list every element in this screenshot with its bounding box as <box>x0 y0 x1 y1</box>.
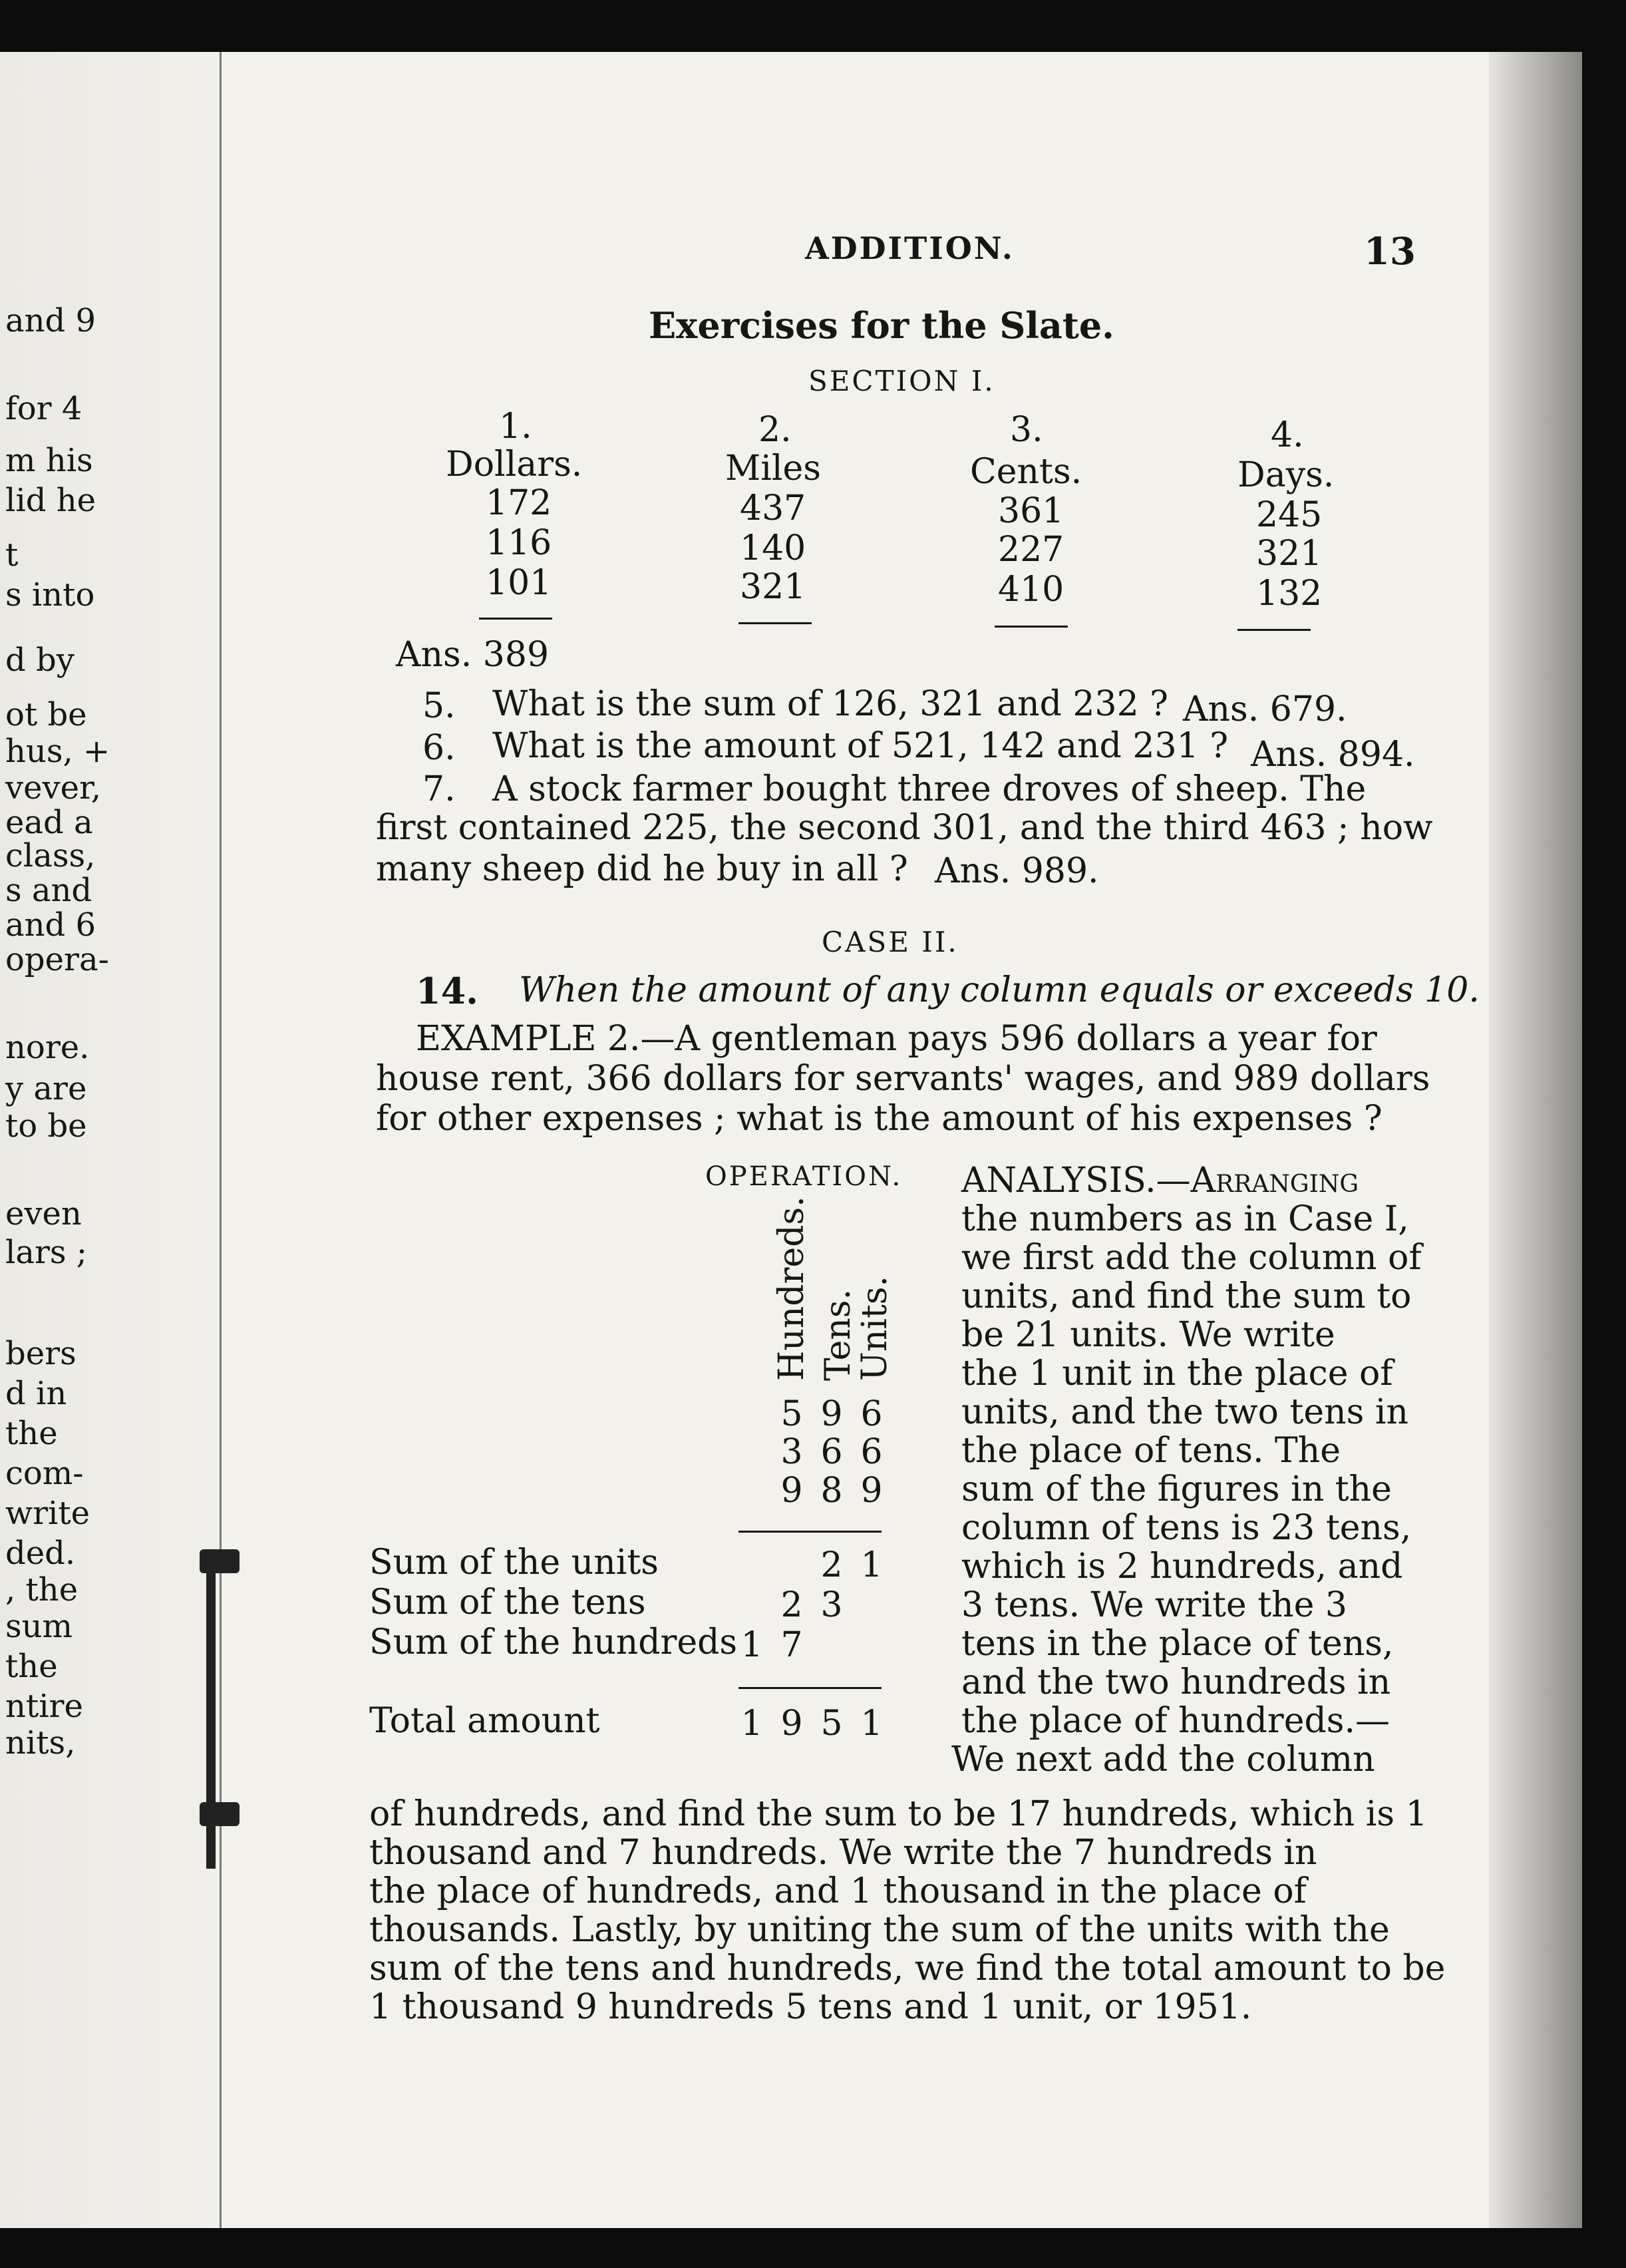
cell: 140 <box>740 528 806 568</box>
margin-fragment: d by <box>5 642 75 679</box>
analysis-line: which is 2 hundreds, and <box>961 1547 1403 1587</box>
cell: 132 <box>1256 574 1323 614</box>
col-label: Days. <box>1237 455 1335 495</box>
rule-text: When the amount of any column equals or exceeds 10. <box>519 970 1480 1010</box>
binding-clip <box>200 1549 240 1573</box>
sum-rule <box>1237 629 1311 631</box>
closing-line: the place of hundreds, and 1 thousand in the place of <box>369 1871 1307 1911</box>
margin-fragment: y are <box>5 1070 87 1107</box>
digit: 9 <box>820 1394 843 1434</box>
margin-fragment: the <box>5 1648 58 1685</box>
header-units: Units. <box>855 1275 895 1381</box>
answer-1: Ans. 389 <box>396 635 550 675</box>
closing-line: of hundreds, and find the sum to be 17 hundreds, which is 1 <box>369 1794 1428 1834</box>
margin-fragment: write <box>5 1495 90 1532</box>
margin-fragment: hus, + <box>5 733 110 770</box>
margin-fragment: com- <box>5 1455 84 1492</box>
analysis-line: ANALYSIS.—Arranging <box>961 1161 1359 1201</box>
total-rule <box>738 1687 882 1689</box>
margin-fragment: even <box>5 1195 82 1232</box>
example-line: EXAMPLE 2.—A gentleman pays 596 dollars a year for <box>416 1019 1377 1059</box>
problem-7-line: A stock farmer bought three droves of sheep. The <box>492 769 1367 809</box>
analysis-line: the place of tens. The <box>961 1431 1341 1471</box>
problem-7-line: many sheep did he buy in all ? <box>376 849 908 889</box>
col-label: Cents. <box>970 452 1082 492</box>
exercises-title: Exercises for the Slate. <box>649 304 1114 347</box>
margin-fragment: d in <box>5 1375 67 1412</box>
col-number: 1. <box>499 407 532 447</box>
margin-fragment: ead a <box>5 804 93 841</box>
margin-fragment: and 9 <box>5 302 96 339</box>
cell: 437 <box>740 488 806 528</box>
cell: 116 <box>486 523 552 563</box>
margin-fragment: ded. <box>5 1535 76 1572</box>
cell: 321 <box>1256 534 1323 574</box>
answer-5: Ans. 679. <box>1183 689 1347 729</box>
analysis-line: and the two hundreds in <box>961 1662 1391 1702</box>
cell: 227 <box>998 530 1064 570</box>
cell: 410 <box>998 570 1064 610</box>
header-hundreds: Hundreds. <box>772 1196 812 1381</box>
cell: 101 <box>486 563 552 603</box>
problem-7-line: first contained 225, the second 301, and the third 463 ; how <box>376 808 1433 848</box>
problem-number: 7. <box>422 769 456 809</box>
digit: 7 <box>780 1625 803 1665</box>
margin-fragment: nore. <box>5 1029 90 1066</box>
digit: 1 <box>860 1704 883 1744</box>
cell: 172 <box>486 483 552 523</box>
sum-units-label: Sum of the units <box>369 1543 659 1583</box>
margin-fragment: lid he <box>5 482 96 519</box>
margin-fragment: t <box>5 536 19 574</box>
col-number: 2. <box>758 410 792 450</box>
digit: 3 <box>820 1585 843 1625</box>
cell: 245 <box>1256 495 1323 535</box>
running-title: ADDITION. <box>805 230 1015 266</box>
analysis-line: be 21 units. We write <box>961 1315 1335 1355</box>
digit: 6 <box>860 1394 883 1434</box>
col-label: Miles <box>725 449 821 488</box>
binding-clip <box>200 1802 240 1826</box>
margin-fragment: m his <box>5 442 93 479</box>
digit: 1 <box>740 1704 763 1744</box>
margin-fragment: the <box>5 1415 58 1452</box>
problem-6: What is the amount of 521, 142 and 231 ? <box>492 726 1229 766</box>
closing-line: thousand and 7 hundreds. We write the 7 hundreds in <box>369 1833 1317 1873</box>
sum-rule <box>738 622 812 624</box>
margin-fragment: s into <box>5 576 95 614</box>
digit: 2 <box>820 1545 843 1585</box>
digit: 9 <box>780 1704 803 1744</box>
sum-rule <box>738 1531 882 1533</box>
sum-hundreds-label: Sum of the hundreds <box>369 1622 738 1662</box>
analysis-line: units, and find the sum to <box>961 1276 1412 1316</box>
digit: 6 <box>860 1432 883 1472</box>
rule-number: 14. <box>416 970 478 1012</box>
problem-number: 6. <box>422 728 456 768</box>
analysis-line: sum of the figures in the <box>961 1469 1392 1509</box>
cell: 321 <box>740 567 806 607</box>
margin-fragment: nits, <box>5 1724 76 1762</box>
digit: 9 <box>860 1471 883 1511</box>
operation-title: OPERATION. <box>705 1161 903 1192</box>
sum-rule <box>479 618 552 620</box>
margin-fragment: s and <box>5 872 92 909</box>
digit: 6 <box>820 1432 843 1472</box>
digit: 3 <box>780 1432 803 1472</box>
closing-line: 1 thousand 9 hundreds 5 tens and 1 unit, or 1951. <box>369 1987 1252 2027</box>
analysis-line: the 1 unit in the place of <box>961 1354 1393 1394</box>
digit: 1 <box>860 1545 883 1585</box>
margin-fragment: lars ; <box>5 1234 87 1271</box>
margin-fragment: vever, <box>5 769 101 807</box>
analysis-line: column of tens is 23 tens, <box>961 1508 1412 1548</box>
margin-fragment: class, <box>5 837 96 874</box>
digit: 5 <box>780 1394 803 1434</box>
margin-fragment: sum <box>5 1608 73 1645</box>
analysis-line: the numbers as in Case I, <box>961 1199 1409 1239</box>
margin-fragment: ntire <box>5 1688 83 1725</box>
analysis-line: tens in the place of tens, <box>961 1624 1394 1664</box>
margin-fragment: for 4 <box>5 390 82 427</box>
header-tens: Tens. <box>818 1288 858 1381</box>
digit: 5 <box>820 1704 843 1744</box>
col-number: 3. <box>1010 410 1043 450</box>
digit: 1 <box>740 1625 763 1665</box>
case-heading: CASE II. <box>822 926 959 958</box>
cell: 361 <box>998 491 1064 531</box>
analysis-line: We next add the column <box>951 1740 1375 1780</box>
margin-fragment: to be <box>5 1107 87 1145</box>
col-number: 4. <box>1271 415 1304 455</box>
margin-fragment: opera- <box>5 941 109 978</box>
closing-line: sum of the tens and hundreds, we find the total amount to be <box>369 1949 1446 1988</box>
page-number: 13 <box>1364 230 1416 274</box>
digit: 2 <box>780 1585 803 1625</box>
margin-fragment: and 6 <box>5 906 96 944</box>
digit: 8 <box>820 1471 843 1511</box>
margin-fragment: ot be <box>5 696 87 733</box>
problem-5: What is the sum of 126, 321 and 232 ? <box>492 684 1169 724</box>
page-edge-shadow <box>1489 52 1582 2228</box>
margin-fragment: bers <box>5 1335 77 1372</box>
answer-6: Ans. 894. <box>1251 735 1415 775</box>
margin-fragment: , the <box>5 1571 79 1608</box>
analysis-line: units, and the two tens in <box>961 1392 1408 1432</box>
example-line: house rent, 366 dollars for servants' wages, and 989 dollars <box>376 1059 1430 1099</box>
digit: 9 <box>780 1471 803 1511</box>
closing-line: thousands. Lastly, by uniting the sum of the units with the <box>369 1910 1390 1950</box>
col-label: Dollars. <box>446 445 583 484</box>
total-label: Total amount <box>369 1701 600 1741</box>
analysis-line: 3 tens. We write the 3 <box>961 1585 1347 1625</box>
problem-number: 5. <box>422 686 456 726</box>
example-line: for other expenses ; what is the amount of his expenses ? <box>376 1099 1382 1139</box>
answer-7: Ans. 989. <box>935 851 1099 891</box>
section-heading: SECTION I. <box>808 365 995 397</box>
sum-tens-label: Sum of the tens <box>369 1583 646 1622</box>
sum-rule <box>995 626 1068 628</box>
analysis-line: the place of hundreds.— <box>961 1701 1390 1741</box>
analysis-line: we first add the column of <box>961 1238 1422 1278</box>
